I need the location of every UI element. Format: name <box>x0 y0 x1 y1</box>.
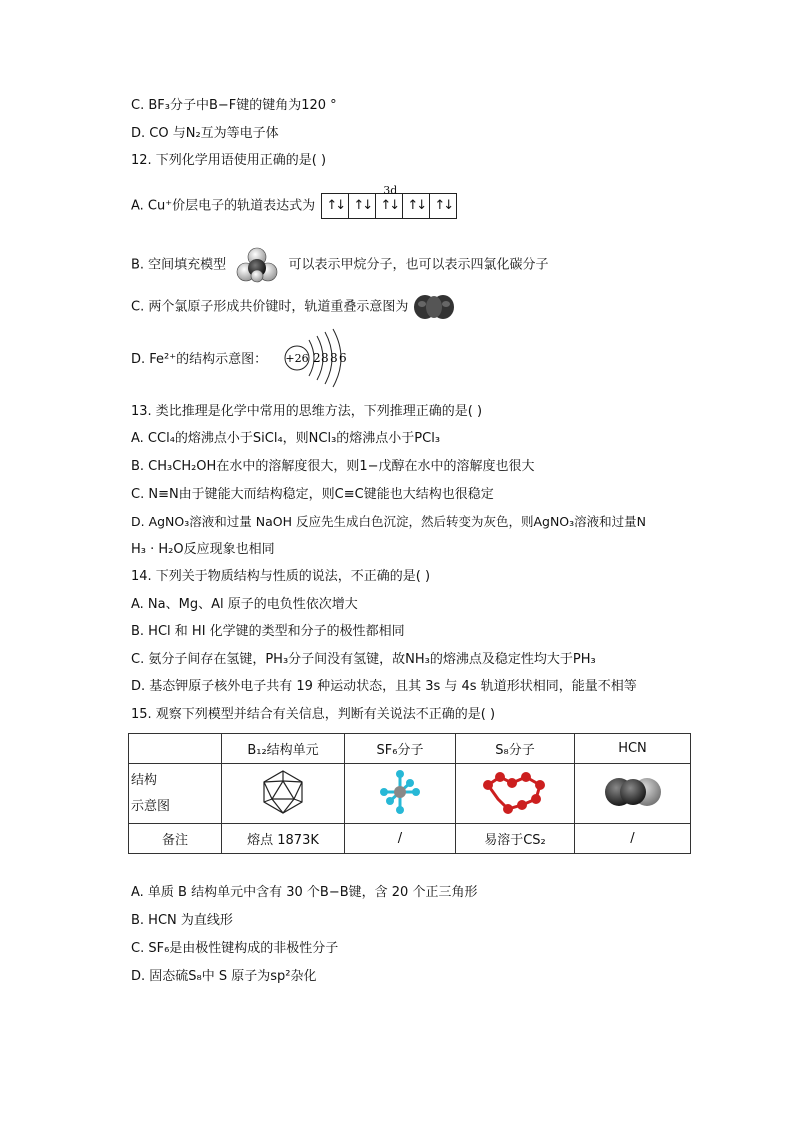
hcn-model-cell <box>575 764 691 824</box>
table-header-cell: SF₆分子 <box>345 734 456 764</box>
fe2-atomic-structure-diagram <box>283 328 363 388</box>
table-header-cell: HCN <box>575 734 691 764</box>
q11-option-c: C. BF₃分子中B−F键的键角为120 ° <box>131 98 337 113</box>
table-cell: / <box>345 824 456 854</box>
q14-option-a: A. Na、Mg、Al 原子的电负性依次增大 <box>131 597 358 612</box>
orbital-box: ↑↓ <box>403 194 430 218</box>
table-cell: / <box>575 824 691 854</box>
shell-electrons: 2 <box>313 351 321 365</box>
table-header-cell: S₈分子 <box>456 734 575 764</box>
table-cell: 备注 <box>129 824 222 854</box>
table-cell: 易溶于CS₂ <box>456 824 575 854</box>
q14-option-c: C. 氨分子间存在氢键，PH₃分子间没有氢键，故NH₃的熔沸点及稳定性均大于PH₃ <box>131 652 596 667</box>
s8-model-cell <box>456 764 575 824</box>
q12-option-a <box>131 184 457 220</box>
q14-option-d: D. 基态钾原子核外电子共有 19 种运动状态，且其 3s 与 4s 轨道形状相同，能量不相等 <box>131 679 637 694</box>
orbital-diagram-3d <box>321 184 457 219</box>
table-header-cell <box>129 734 222 764</box>
q15-option-d: D. 固态硫S₈中 S 原子为sp²杂化 <box>131 969 317 984</box>
q15-option-a: A. 单质 B 结构单元中含有 30 个B−B键，含 20 个正三角形 <box>131 885 478 900</box>
row-label-line: 示意图 <box>131 798 171 814</box>
q12-option-b-pre: B. 空间填充模型 <box>131 257 227 273</box>
table-header-cell: B₁₂结构单元 <box>222 734 345 764</box>
table-row-label <box>129 764 222 824</box>
q12-option-d <box>131 351 267 369</box>
sf6-model-cell <box>345 764 456 824</box>
q12-option-c <box>131 294 456 320</box>
shell-electrons: 8 <box>321 351 329 365</box>
shell-electrons: 6 <box>339 351 347 365</box>
question-13-stem: 13. 类比推理是化学中常用的思维方法，下列推理正确的是( ) <box>131 404 483 419</box>
orbital-box: ↑↓ <box>349 194 376 218</box>
models-table <box>128 733 691 854</box>
orbital-box: ↑↓ <box>376 194 403 218</box>
q12-option-b <box>131 247 548 283</box>
question-14-stem: 14. 下列关于物质结构与性质的说法，不正确的是( ) <box>131 569 431 584</box>
q13-option-b: B. CH₃CH₂OH在水中的溶解度很大，则1−戊醇在水中的溶解度也很大 <box>131 459 535 474</box>
sf6-molecule-image <box>376 768 424 816</box>
q12-option-a-text: A. Cu⁺价层电子的轨道表达式为 <box>131 198 316 214</box>
orbital-label: 3d <box>383 184 398 197</box>
space-filling-model-image <box>232 247 282 283</box>
q13-option-c: C. N≡N由于键能大而结构稳定，则C≡C键能也大结构也很稳定 <box>131 487 494 502</box>
icosahedron-image <box>259 768 307 816</box>
q11-option-d: D. CO 与N₂互为等电子体 <box>131 126 279 141</box>
hcn-molecule-image <box>603 772 663 812</box>
q14-option-b: B. HCl 和 HI 化学键的类型和分子的极性都相同 <box>131 624 405 639</box>
q13-option-a: A. CCl₄的熔沸点小于SiCl₄，则NCl₃的熔沸点小于PCl₃ <box>131 431 441 446</box>
orbital-box: ↑↓ <box>434 198 453 213</box>
q13-option-d-line2: H₃ · H₂O反应现象也相同 <box>131 542 275 557</box>
table-cell: 熔点 1873K <box>222 824 345 854</box>
question-15-stem: 15. 观察下列模型并结合有关信息，判断有关说法不正确的是( ) <box>131 707 496 722</box>
q12-option-b-post: 可以表示甲烷分子，也可以表示四氯化碳分子 <box>288 257 549 273</box>
b12-model-cell <box>222 764 345 824</box>
row-label-line: 结构 <box>131 772 158 788</box>
q13-option-d-line1: D. AgNO₃溶液和过量 NaOH 反应先生成白色沉淀，然后转变为灰色，则AgNO₃溶液和过量N <box>131 514 646 529</box>
orbital-overlap-image <box>412 294 456 320</box>
nucleus-charge: +26 <box>285 352 309 365</box>
s8-molecule-image <box>480 769 550 815</box>
question-12-stem: 12. 下列化学用语使用正确的是( ) <box>131 153 327 168</box>
q12-option-d-text: D. Fe²⁺的结构示意图： <box>131 352 268 367</box>
q12-option-c-text: C. 两个氯原子形成共价键时，轨道重叠示意图为 <box>131 299 409 315</box>
orbital-box: ↑↓ <box>322 194 349 218</box>
shell-electrons: 8 <box>330 351 338 365</box>
q15-option-c: C. SF₆是由极性键构成的非极性分子 <box>131 941 339 956</box>
q15-option-b: B. HCN 为直线形 <box>131 913 233 928</box>
